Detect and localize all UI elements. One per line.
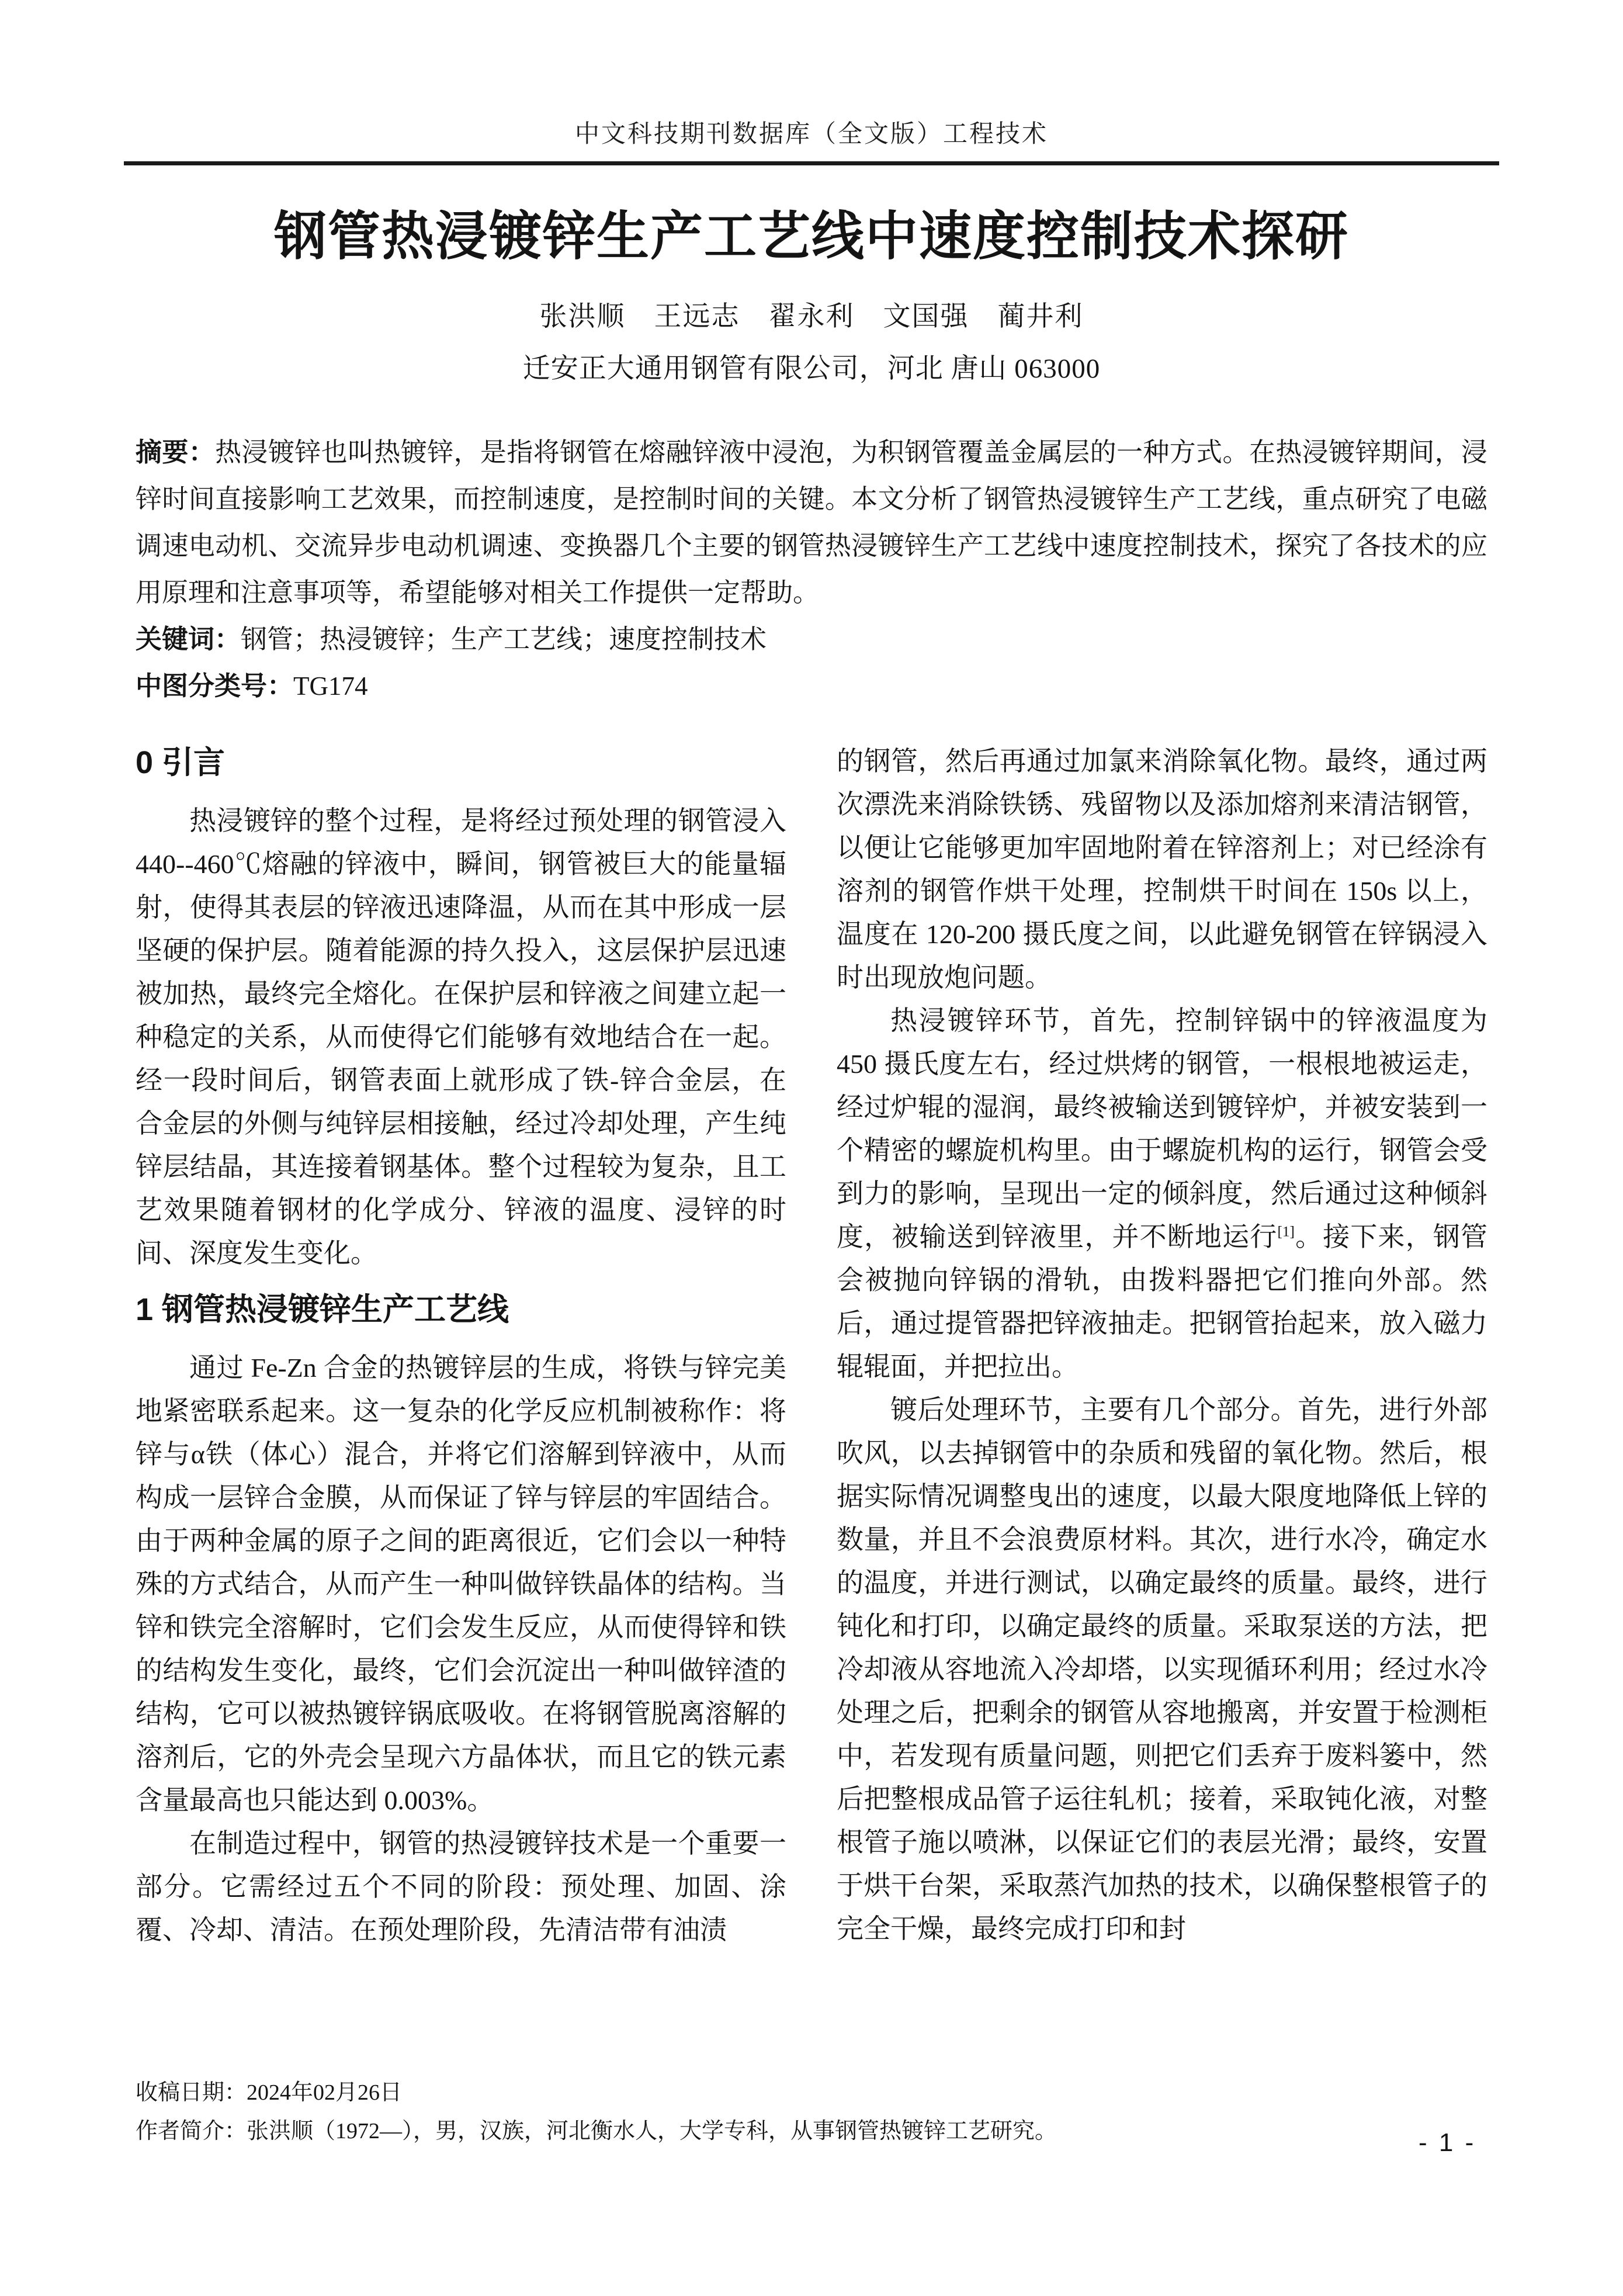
authors-line: 张洪顺 王远志 翟永利 文国强 蔺井利 (539, 301, 1084, 332)
keywords-line (136, 616, 1487, 663)
abstract-block (136, 429, 1487, 709)
footnote-received-line (136, 2073, 1292, 2112)
footnote-bio-text: 张洪顺（1972—），男，汉族，河北衡水人，大学专科，从事钢管热镀锌工艺研究。 (247, 2119, 1057, 2143)
header-rule (124, 161, 1499, 165)
two-column-body (136, 740, 1487, 2031)
keywords-label: 关键词： (136, 624, 241, 654)
affiliation-line: 迁安正大通用钢管有限公司，河北 唐山 063000 (522, 353, 1101, 384)
section-0-paragraph: 热浸镀锌的整个过程，是将经过预处理的钢管浸入 440--460℃熔融的锌液中，瞬间，钢管被巨大的能量辐射，使得其表层的锌液迅速降温，从而在其中形成一层坚硬的保护层。随着能源的持久投入，这层保护层迅速被加热，最终完全熔化。在保护层和锌液之间建立起一种稳定的关系，从而使得它们能够有效地结合在一起。经一段时间后，钢管表面上就形成了铁-锌合金层，在合金层的外侧与纯锌层相接触，经过冷却处理，产生纯锌层结晶，其连接着钢基体。整个过程较为复杂，且工艺效果随着钢材的化学成分、锌液的温度、浸锌的时间、深度发生变化。 (136, 805, 786, 1268)
footnote-received-date: 2024年02月26日 (247, 2080, 403, 2105)
section-1-paragraph-1: 通过 Fe-Zn 合金的热镀锌层的生成，将铁与锌完美地紧密联系起来。这一复杂的化学反应机制被称作：将锌与α铁（体心）混合，并将它们溶解到锌液中，从而构成一层锌合金膜，从而保证了锌与锌层的牢固结合。由于两种金属的原子之间的距离很近，它们会以一种特殊的方式结合，从而产生一种叫做锌铁晶体的结构。当锌和铁完全溶解时，它们会发生反应，从而使得锌和铁的结构发生变化，最终，它们会沉淀出一种叫做锌渣的结构，它可以被热镀锌锅底吸收。在将钢管脱离溶解的溶剂后，它的外壳会呈现六方晶体状，而且它的铁元素含量最高也只能达到 0.003%。 (136, 1352, 786, 1815)
page-number: - 1 - (1419, 2128, 1476, 2157)
right-column (837, 740, 1487, 2031)
abstract-paragraph (136, 429, 1487, 616)
footnote-bio-line (136, 2112, 1292, 2150)
clc-value: TG174 (293, 671, 368, 701)
section-1-paragraph-3-text-b: 。接下来，钢管会被抛向锌锅的滑轨，由拨料器把它们推向外部。然后，通过提管器把锌液抽走。把钢管抬起来，放入磁力辊辊面，并把拉出。 (837, 1221, 1487, 1381)
clc-line (136, 663, 1487, 709)
section-1-paragraph-3 (837, 999, 1487, 1388)
reference-marker-1: [1] (1277, 1223, 1295, 1240)
keywords-text: 钢管；热浸镀锌；生产工艺线；速度控制技术 (241, 624, 767, 654)
paper-title: 钢管热浸镀锌生产工艺线中速度控制技术探研 (274, 207, 1349, 266)
footnote-received-label: 收稿日期： (136, 2080, 247, 2105)
footnote-bio-label: 作者简介： (136, 2119, 247, 2143)
section-1-paragraph-3-text-a: 热浸镀锌环节，首先，控制锌锅中的锌液温度为 450 摄氏度左右，经过烘烤的钢管，一根根地被运走，经过炉辊的湿润，最终被输送到镀锌炉，并被安装到一个精密的螺旋机构里。由于螺旋机构的运行，钢管会受到力的影响，呈现出一定的倾斜度，然后通过这种倾斜度，被输送到锌液里，并不断地运行 (837, 1005, 1487, 1252)
section-1-paragraph-2: 在制造过程中，钢管的热浸镀锌技术是一个重要一部分。它需经过五个不同的阶段：预处理、加固、涂覆、冷却、清洁。在预处理阶段，先清洁带有油渍 (136, 1828, 786, 1945)
section-1-paragraph-4: 镀后处理环节，主要有几个部分。首先，进行外部吹风，以去掉钢管中的杂质和残留的氧化物。然后，根据实际情况调整曳出的速度，以最大限度地降低上锌的数量，并且不会浪费原材料。其次，进行水冷，确定水的温度，并进行测试，以确定最终的质量。最终，进行钝化和打印，以确定最终的质量。采取泵送的方法，把冷却液从容地流入冷却塔，以实现循环利用；经过水冷处理之后，把剩余的钢管从容地搬离，并安置于检测柜中，若发现有质量问题，则把它们丢弃于废料篓中，然后把整根成品管子运往轧机；接着，采取钝化液，对整根管子施以喷淋，以保证它们的表层光滑；最终，安置于烘干台架，采取蒸汽加热的技术，以确保整根管子的完全干燥，最终完成打印和封 (837, 1394, 1487, 1944)
footnote-block (136, 2073, 1292, 2150)
journal-header: 中文科技期刊数据库（全文版）工程技术 (574, 121, 1048, 148)
section-1-heading: 1 钢管热浸镀锌生产工艺线 (136, 1291, 509, 1327)
left-column (136, 740, 786, 2031)
section-0-heading: 0 引言 (136, 744, 226, 780)
section-1-paragraph-2-continued: 的钢管，然后再通过加氯来消除氧化物。最终，通过两次漂洗来消除铁锈、残留物以及添加熔剂来清洁钢管，以便让它能够更加牢固地附着在锌溶剂上；对已经涂有溶剂的钢管作烘干处理，控制烘干时间在 150s 以上，温度在 120-200 摄氏度之间，以此避免钢管在锌锅浸入时出现放炮问题。 (837, 746, 1487, 992)
clc-label: 中图分类号： (136, 670, 294, 701)
abstract-label: 摘要： (136, 437, 216, 467)
abstract-text: 热浸镀锌也叫热镀锌，是指将钢管在熔融锌液中浸泡，为积钢管覆盖金属层的一种方式。在热浸镀锌期间，浸锌时间直接影响工艺效果，而控制速度，是控制时间的关键。本文分析了钢管热浸镀锌生产工艺线，重点研究了电磁调速电动机、交流异步电动机调速、变换器几个主要的钢管热浸镀锌生产工艺线中速度控制技术，探究了各技术的应用原理和注意事项等，希望能够对相关工作提供一定帮助。 (136, 437, 1487, 607)
